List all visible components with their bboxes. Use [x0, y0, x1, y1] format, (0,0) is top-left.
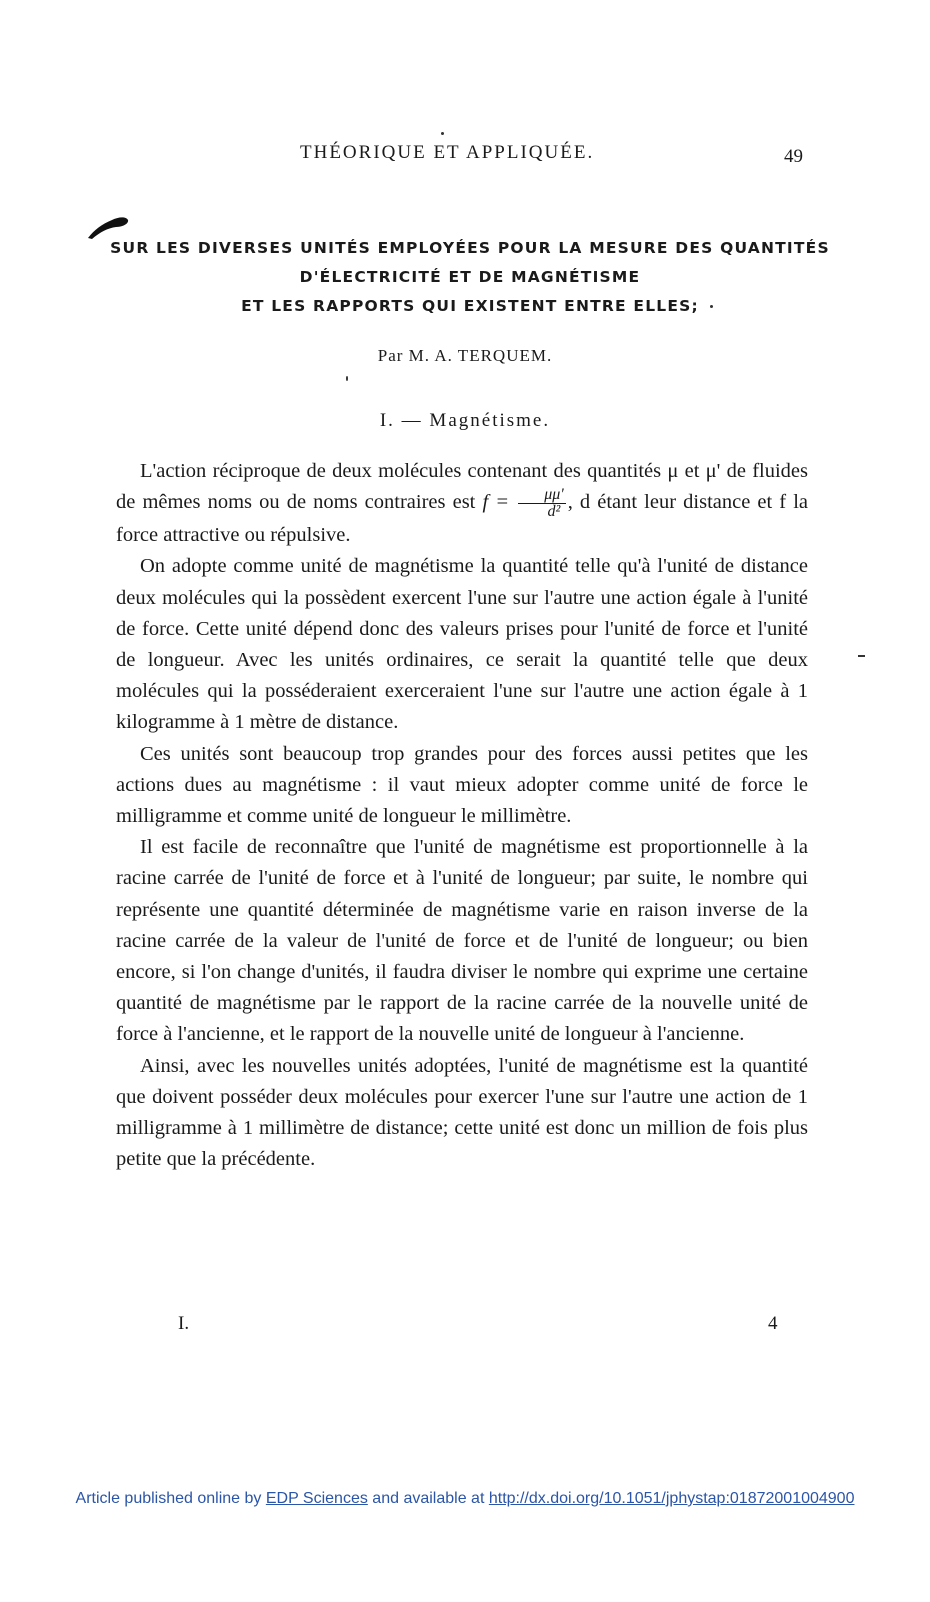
formula-numerator: μμ': [518, 487, 565, 504]
paragraph-text: , d étant leur distance et f la force attractive ou répulsive.: [116, 491, 809, 547]
publisher-link[interactable]: EDP Sciences: [265, 1490, 368, 1507]
article-title-line: D'ÉLECTRICITÉ ET DE MAGNÉTISME: [299, 268, 641, 286]
formula-lhs: f =: [482, 491, 510, 514]
article-title: [90, 234, 850, 321]
doi-link[interactable]: http://dx.doi.org/10.1051/jphystap:01872001004900: [488, 1490, 855, 1507]
formula-denominator: d²: [547, 503, 561, 521]
signature-row: [0, 1313, 930, 1343]
running-header: [0, 142, 930, 172]
running-title: THÉORIQUE ET APPLIQUÉE.: [300, 142, 595, 163]
paragraph-text: L'action réciproque de deux molécules contenant des quantités μ et μ' de fluides de mêmes noms ou de noms contraires est: [116, 460, 808, 514]
signature-mark: I.: [178, 1313, 190, 1334]
paragraph: On adopte comme unité de magnétisme la quantité telle qu'à l'unité de distance deux molécules qui la possèdent exercent l'une sur l'autre une action égale à l'unité de force. Cette unité dépend donc des valeurs prises pour l'unité de force et l'unité de longueur. Avec les unités ordinaires, ce serait la quantité telle que deux molécules qui la posséderaient exerceraient l'une sur l'autre une action égale à 1 kilogramme à 1 mètre de distance.: [116, 555, 808, 734]
section-heading: I. — Magnétisme.: [379, 410, 551, 431]
publication-prefix: Article published online by: [75, 1490, 262, 1507]
publication-middle: and available at: [372, 1490, 485, 1507]
ink-speck: [710, 305, 713, 308]
article-title-line: ET LES RAPPORTS QUI EXISTENT ENTRE ELLES;: [241, 297, 699, 315]
ink-speck: [858, 655, 865, 657]
paragraph: Il est facile de reconnaître que l'unité de magnétisme est proportionnelle à la racine carrée de l'unité de force et à l'unité de longueur; par suite, le nombre qui représente une quantité déterminée de magnétisme varie en raison inverse de la racine carrée de la valeur de l'unité de force et de l'unité de longueur; ou bien encore, si l'on change d'unités, il faudra diviser le nombre qui exprime une certaine quantité de magnétisme par le rapport de la racine carrée de la nouvelle unité de force à l'ancienne, et le rapport de la nouvelle unité de longueur à l'ancienne.: [116, 836, 808, 1046]
publication-notice: [0, 1490, 930, 1508]
author-byline: Par M. A. TERQUEM.: [377, 346, 553, 365]
article-body: [116, 456, 808, 1175]
paragraph: Ainsi, avec les nouvelles unités adoptées, l'unité de magnétisme est la quantité que doivent posséder deux molécules pour exercer l'une sur l'autre une action de 1 milligramme à 1 millimètre de distance; cette unité est donc un million de fois plus petite que la précédente.: [116, 1054, 808, 1171]
article-title-line: SUR LES DIVERSES UNITÉS EMPLOYÉES POUR LA MESURE DES QUANTITÉS: [110, 239, 830, 257]
page-number: 49: [784, 146, 803, 167]
ink-speck: [346, 376, 348, 381]
ink-speck: [441, 132, 444, 135]
paragraph: [116, 456, 808, 551]
paragraph: Ces unités sont beaucoup trop grandes pour des forces aussi petites que les actions dues au magnétisme : il vaut mieux adopter comme unité de force le milligramme et comme unité de longueur le millimètre.: [116, 742, 808, 828]
signature-number: 4: [768, 1313, 778, 1334]
formula-fraction: [518, 487, 565, 520]
